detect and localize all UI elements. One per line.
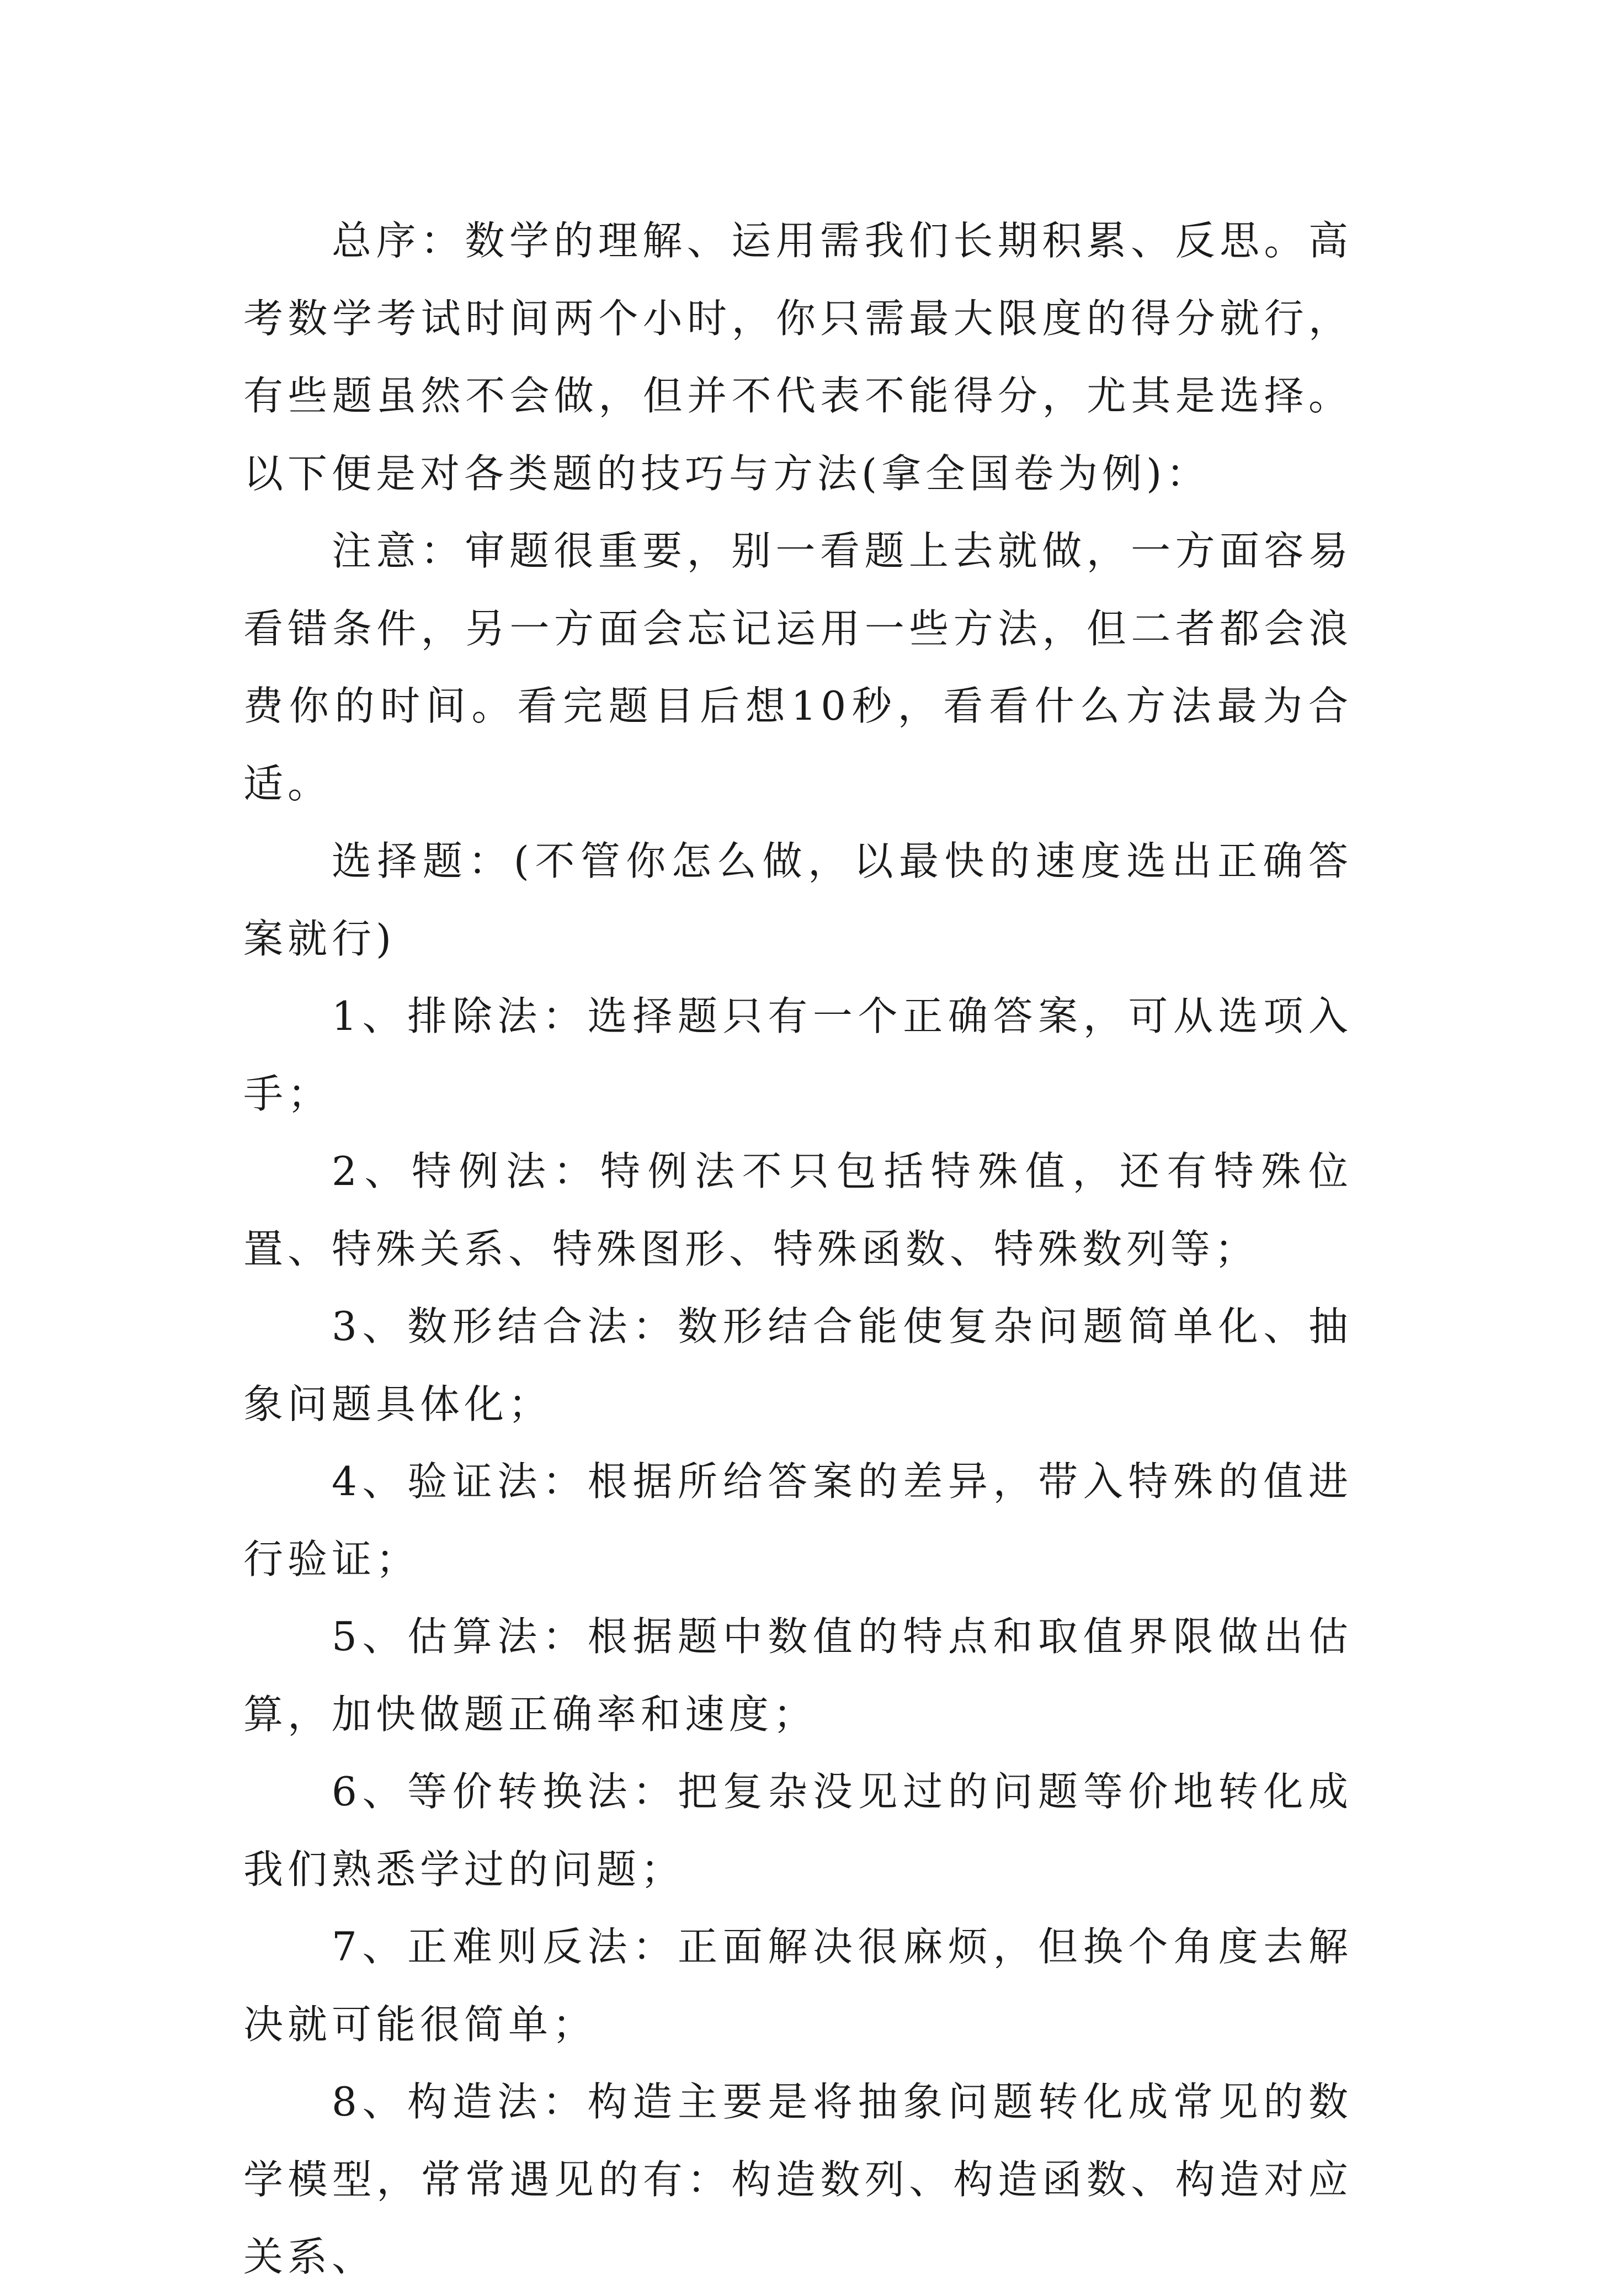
paragraph-method-7: 7、正难则反法：正面解决很麻烦，但换个角度去解决就可能很简单； bbox=[243, 1923, 1353, 2048]
paragraph-method-6: 6、等价转换法：把复杂没见过的问题等价地转化成我们熟悉学过的问题； bbox=[243, 1768, 1353, 1893]
paragraph-notice: 注意：审题很重要，别一看题上去就做，一方面容易看错条件，另一方面会忘记运用一些方法，但二者都会浪费你的时间。看完题目后想10秒，看看什么方法最为合适。 bbox=[243, 528, 1353, 807]
paragraph-method-2: 2、特例法：特例法不只包括特殊值，还有特殊位置、特殊关系、特殊图形、特殊函数、特殊数列等； bbox=[243, 1148, 1353, 1272]
paragraph-method-8: 8、构造法：构造主要是将抽象问题转化成常见的数学模型，常常遇见的有：构造数列、构造函数、构造对应关系、 bbox=[243, 2079, 1353, 2280]
paragraph-method-1: 1、排除法：选择题只有一个正确答案，可从选项入手； bbox=[243, 993, 1353, 1117]
paragraph-preface: 总序：数学的理解、运用需我们长期积累、反思。高考数学考试时间两个小时，你只需最大限度的得分就行，有些题虽然不会做，但并不代表不能得分，尤其是选择。以下便是对各类题的技巧与方法(拿全国卷为例)： bbox=[243, 217, 1353, 497]
paragraph-choice-intro: 选择题：(不管你怎么做，以最快的速度选出正确答案就行) bbox=[243, 838, 1353, 962]
paragraph-method-3: 3、数形结合法：数形结合能使复杂问题简单化、抽象问题具体化； bbox=[243, 1303, 1353, 1427]
paragraph-method-5: 5、估算法：根据题中数值的特点和取值界限做出估算，加快做题正确率和速度； bbox=[243, 1613, 1353, 1737]
paragraph-method-4: 4、验证法：根据所给答案的差异，带入特殊的值进行验证； bbox=[243, 1458, 1353, 1582]
document-body bbox=[243, 202, 1353, 2296]
